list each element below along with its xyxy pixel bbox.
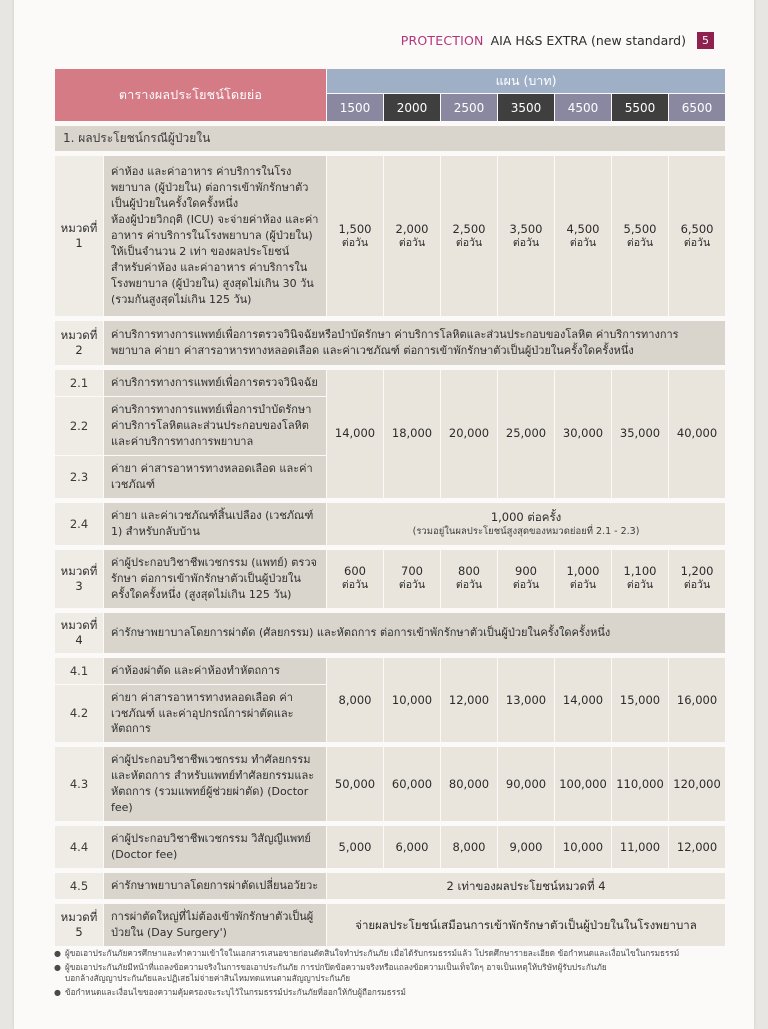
document-header [401,32,714,49]
row-spacer [55,317,725,320]
benefit-description-cell [104,873,326,899]
value-unit: ต่อวัน [341,236,369,249]
plan-column-header[interactable]: 6500 [669,94,725,121]
value-amount: 50,000 [334,776,376,791]
benefit-value-cell [555,826,611,868]
benefit-value-cell [384,550,440,608]
benefit-value-cell [327,658,383,743]
benefit-value-cell [384,370,440,498]
value-amount: 600 [344,564,366,579]
benefit-value-cell [555,747,611,821]
benefit-value-cell [384,826,440,868]
subitem-number-cell: 2.4 [55,503,103,545]
table-row [55,321,725,365]
benefit-value-cell [441,747,497,821]
footnote-item [54,948,744,960]
value-unit: ต่อวัน [512,579,540,592]
description-line: ค่ารักษาพยาบาลโดยการผ่าตัด (ศัลยกรรม) และหัตถการ ต่อการเข้าพักรักษาตัวเป็นผู้ป่วยในครั้งใดครั้งหนึ่ง [111,625,611,639]
benefit-value-cell [327,370,383,498]
footnote-line: ข้อกำหนดและเงื่อนไขของความคุ้มครองจะระบุไว้ในกรมธรรม์ประกันภัยที่ออกให้กับผู้ถือกรมธรรม์ [65,986,406,997]
plan-column-header[interactable]: 1500 [327,94,383,121]
value-amount: 5,000 [338,839,372,854]
subitem-number-cell: 4.1 [55,658,103,684]
value-unit: ต่อวัน [626,236,654,249]
footnote-line: ผู้ขอเอาประกันภัยมีหน้าที่แถลงข้อความจริงในการขอเอาประกันภัย การปกปิดข้อความจริงหรือแถลงข้อความเป็นเท็จใดๆ อาจเป็นเหตุให้บริษัทผู้รับประกันภัย [65,961,607,972]
benefit-value-cell [612,370,668,498]
row-spacer [55,654,725,657]
value-amount: 13,000 [505,692,547,707]
row-spacer [55,743,725,746]
benefit-value-cell [669,826,725,868]
description-line: ค่าผู้ประกอบวิชาชีพเวชกรรม (แพทย์) ตรวจรักษา ต่อการเข้าพักรักษาตัวเป็นผู้ป่วยในครั้งใดครั้งหนึ่ง (สูงสุดไม่เกิน 125 วัน) [111,555,317,601]
benefit-description-cell [104,370,326,396]
plan-group-header: แผน (บาท) [327,69,725,93]
document-page [14,0,754,1029]
value-amount: 2,500 [452,221,486,236]
row-spacer [55,366,725,369]
value-amount: 25,000 [505,426,547,441]
benefit-value-cell [441,550,497,608]
value-amount: 20,000 [448,426,490,441]
benefit-value-cell [441,826,497,868]
benefit-value-cell [612,156,668,316]
benefit-value-cell [555,370,611,498]
value-amount: 80,000 [448,776,490,791]
subitem-number-cell: 4.3 [55,747,103,821]
benefit-value-cell [612,826,668,868]
benefit-description-cell [104,904,326,946]
footnotes [54,948,744,1000]
category-label-cell [55,904,103,946]
benefit-description-cell [104,156,326,316]
benefit-description-cell [104,613,725,653]
value-amount: 800 [458,564,480,579]
value-amount: 700 [401,564,423,579]
description-line: ค่าห้อง และค่าอาหาร ค่าบริการในโรงพยาบาล (ผู้ป่วยใน) ต่อการเข้าพักรักษาตัวเป็นผู้ป่วยในครั้งใดครั้งหนึ่ง [111,165,309,211]
merged-value-note: (รวมอยู่ในผลประโยชน์สูงสุดของหมวดย่อยที่ 2.1 - 2.3) [412,526,640,538]
footnote-text [65,987,744,999]
benefit-value-cell [384,747,440,821]
table-row [55,550,725,608]
value-amount: 40,000 [676,426,718,441]
value-amount: 100,000 [559,776,607,791]
description-line: ค่าผู้ประกอบวิชาชีพเวชกรรม วิสัญญีแพทย์ (Doctor fee) [111,832,311,862]
benefit-description-cell [104,658,326,684]
plan-column-header[interactable]: 4500 [555,94,611,121]
value-amount: 8,000 [452,839,486,854]
benefit-description-cell [104,397,326,455]
description-line: ค่ายา และค่าเวชภัณฑ์สิ้นเปลือง (เวชภัณฑ์ 1) สำหรับกลับบ้าน [111,508,314,538]
category-word: หมวดที่ [60,221,98,236]
subitem-number-cell: 4.2 [55,685,103,743]
value-amount: 120,000 [673,776,721,791]
value-unit: ต่อวัน [512,236,540,249]
benefit-value-cell [498,747,554,821]
table-row [55,873,725,899]
benefit-table-wrapper [54,68,719,947]
value-unit: ต่อวัน [626,579,654,592]
description-line: ค่าห้องผ่าตัด และค่าห้องทำหัตถการ [111,663,280,677]
row-spacer [55,609,725,612]
benefit-value-cell [669,370,725,498]
bullet-icon: ● [54,949,61,958]
benefit-value-cell [441,156,497,316]
merged-benefit-value-cell [327,873,725,899]
value-amount: 15,000 [619,692,661,707]
value-amount: 1,000 [566,564,600,579]
benefit-description-cell [104,550,326,608]
category-label-cell [55,613,103,653]
table-title-cell: ตารางผลประโยชน์โดยย่อ [55,69,326,121]
subitem-number-cell: 2.2 [55,397,103,455]
benefit-value-cell [498,658,554,743]
benefit-description-cell [104,503,326,545]
footnote-item [54,987,744,999]
table-row [55,370,725,396]
value-unit: ต่อวัน [569,236,597,249]
merged-benefit-value-cell [327,904,725,946]
benefit-value-cell [612,747,668,821]
value-unit: ต่อวัน [398,236,426,249]
benefit-value-cell [669,658,725,743]
footnote-line: ผู้ขอเอาประกันภัยควรศึกษาและทำความเข้าใจในเอกสารเสนอขายก่อนตัดสินใจทำประกันภัย เมื่อได้รับกรมธรรม์แล้ว โปรดศึกษารายละเอียด ข้อกำหนดและเงื่อนไขในกรมธรรม์ [65,948,680,958]
category-word: หมวดที่ [60,910,98,925]
category-number: 5 [75,925,83,940]
plan-column-header[interactable]: 2500 [441,94,497,121]
page-number-badge: 5 [697,32,714,49]
plan-column-header[interactable]: 3500 [498,94,554,121]
value-unit: ต่อวัน [569,579,597,592]
category-label-cell [55,156,103,316]
category-number: 3 [75,578,83,593]
value-amount: 60,000 [391,776,433,791]
table-row [55,826,725,868]
value-amount: 14,000 [562,692,604,707]
value-unit: ต่อวัน [398,579,426,592]
category-label-cell [55,321,103,365]
benefit-value-cell [612,658,668,743]
category-number: 1 [75,236,83,250]
benefit-description-cell [104,685,326,743]
description-line: ห้องผู้ป่วยวิกฤติ (ICU) จะจ่ายค่าห้อง และค่าอาหาร ค่าบริการในโรงพยาบาล (ผู้ป่วยใน) ให้เป็นจำนวน 2 เท่า ของผลประโยชน์สำหรับค่าห้อง และค่าอาหาร ค่าบริการในโรงพยาบาล (ผู้ป่วยใน) สูงสุดไม่เกิน 30 วัน (รวมกันสูงสุดไม่เกิน 125 วัน) [111,213,319,306]
value-amount: 1,100 [623,564,657,579]
value-unit: ต่อวัน [341,579,369,592]
benefit-value-cell [669,747,725,821]
category-number: 4 [75,632,83,647]
benefit-value-cell [441,658,497,743]
value-amount: 10,000 [562,839,604,854]
benefit-value-cell [327,826,383,868]
benefit-description-cell [104,826,326,868]
table-row [55,156,725,316]
row-spacer [55,546,725,549]
benefit-value-cell [498,370,554,498]
merged-benefit-value-cell [327,503,725,545]
benefit-description-cell [104,747,326,821]
value-amount: 30,000 [562,426,604,441]
row-spacer [55,499,725,502]
value-amount: 10,000 [391,692,433,707]
value-amount: 16,000 [676,692,718,707]
benefit-value-cell [555,550,611,608]
footnote-line: บอกล้างสัญญาประกันภัยและปฏิเสธไม่จ่ายค่าสินไหมทดแทนตามสัญญาประกันภัย [65,973,351,984]
value-amount: 4,500 [566,221,600,236]
value-unit: ต่อวัน [683,236,711,249]
benefit-value-cell [498,156,554,316]
row-spacer [55,122,725,125]
footnote-item [54,962,744,986]
product-name: AIA H&S EXTRA (new standard) [490,33,686,48]
value-amount: 6,000 [395,839,429,854]
table-row [55,658,725,684]
description-line: ค่าผู้ประกอบวิชาชีพเวชกรรม ทำศัลยกรรมและหัตถการ สำหรับแพทย์ทำศัลยกรรมและหัตถการ (รวมแพทย์ผู้ช่วยผ่าตัด) (Doctor fee) [111,753,315,815]
value-amount: 5,500 [623,221,657,236]
subitem-number-cell: 2.1 [55,370,103,396]
value-amount: 6,500 [680,221,714,236]
description-line: การผ่าตัดใหญ่ที่ไม่ต้องเข้าพักรักษาตัวเป็นผู้ป่วยใน (Day Surgery') [111,910,314,940]
merged-value-text: จ่ายผลประโยชน์เสมือนการเข้าพักรักษาตัวเป็นผู้ป่วยในในโรงพยาบาล [355,918,697,933]
value-amount: 35,000 [619,426,661,441]
description-line: ค่าบริการทางการแพทย์เพื่อการตรวจวินิจฉัยหรือบำบัดรักษา ค่าบริการโลหิตและส่วนประกอบของโลหิต ค่าบริการทางการพยาบาล ค่ายา ค่าสารอาหารทางหลอดเลือด และค่าเวชภัณฑ์ ต่อการเข้าพักรักษาตัวเป็นผู้ป่วยในครั้งใดครั้งหนึ่ง [111,328,679,357]
description-line: ค่าบริการทางการแพทย์เพื่อการตรวจวินิจฉัย [111,376,318,390]
benefit-table [54,68,726,947]
benefit-value-cell [384,658,440,743]
value-amount: 2,000 [395,221,429,236]
category-word: หมวดที่ [60,563,98,578]
value-amount: 11,000 [619,839,661,854]
plan-column-header[interactable]: 5500 [612,94,668,121]
value-amount: 1,500 [338,221,372,236]
value-unit: ต่อวัน [455,579,483,592]
value-amount: 90,000 [505,776,547,791]
benefit-description-cell [104,321,725,365]
benefit-value-cell [327,747,383,821]
value-amount: 900 [515,564,537,579]
table-row [55,904,725,946]
value-amount: 110,000 [616,776,664,791]
footnote-text [65,962,744,986]
value-amount: 1,200 [680,564,714,579]
plan-column-header[interactable]: 2000 [384,94,440,121]
subitem-number-cell: 4.4 [55,826,103,868]
bullet-icon: ● [54,987,61,997]
description-line: ค่ารักษาพยาบาลโดยการผ่าตัดเปลี่ยนอวัยวะ [111,879,319,893]
benefit-value-cell [498,550,554,608]
description-line: ค่ายา ค่าสารอาหารทางหลอดเลือด และค่าเวชภัณฑ์ [111,462,313,491]
value-amount: 14,000 [334,426,376,441]
benefit-value-cell [327,550,383,608]
category-number: 2 [75,343,83,357]
category-word: หมวดที่ [60,328,98,343]
table-header-row [55,69,725,93]
table-row [55,613,725,653]
value-amount: 12,000 [448,692,490,707]
footnote-text [65,948,744,960]
subitem-number-cell: 4.5 [55,873,103,899]
row-spacer [55,869,725,872]
table-row [55,747,725,821]
benefit-value-cell [384,156,440,316]
benefit-value-cell [669,156,725,316]
merged-value-text: 2 เท่าของผลประโยชน์หมวดที่ 4 [446,879,606,893]
description-line: ค่าบริการทางการแพทย์เพื่อการบำบัดรักษา ค่าบริการโลหิตและส่วนประกอบของโลหิต และค่าบริการทางการพยาบาล [111,403,312,448]
section-title: 1. ผลประโยชน์กรณีผู้ป่วยใน [55,126,725,151]
value-amount: 3,500 [509,221,543,236]
value-amount: 12,000 [676,839,718,854]
benefit-value-cell [612,550,668,608]
row-spacer [55,152,725,155]
benefit-value-cell [555,658,611,743]
section-header-row [55,126,725,151]
benefit-value-cell [498,826,554,868]
value-unit: ต่อวัน [455,236,483,249]
protection-label: PROTECTION [400,33,484,48]
benefit-value-cell [669,550,725,608]
table-row [55,503,725,545]
bullet-icon: ● [54,962,61,972]
row-spacer [55,900,725,903]
category-label-cell [55,550,103,608]
benefit-value-cell [327,156,383,316]
description-line: ค่ายา ค่าสารอาหารทางหลอดเลือด ค่าเวชภัณฑ์ และค่าอุปกรณ์การผ่าตัดและหัตถการ [111,690,294,736]
value-unit: ต่อวัน [683,579,711,592]
benefit-value-cell [441,370,497,498]
merged-value-text: 1,000 ต่อครั้ง [490,510,562,525]
category-word: หมวดที่ [60,617,98,632]
value-amount: 9,000 [509,839,543,854]
benefit-description-cell [104,456,326,498]
value-amount: 8,000 [338,692,372,707]
row-spacer [55,822,725,825]
benefit-value-cell [555,156,611,316]
value-amount: 18,000 [391,426,433,441]
subitem-number-cell: 2.3 [55,456,103,498]
